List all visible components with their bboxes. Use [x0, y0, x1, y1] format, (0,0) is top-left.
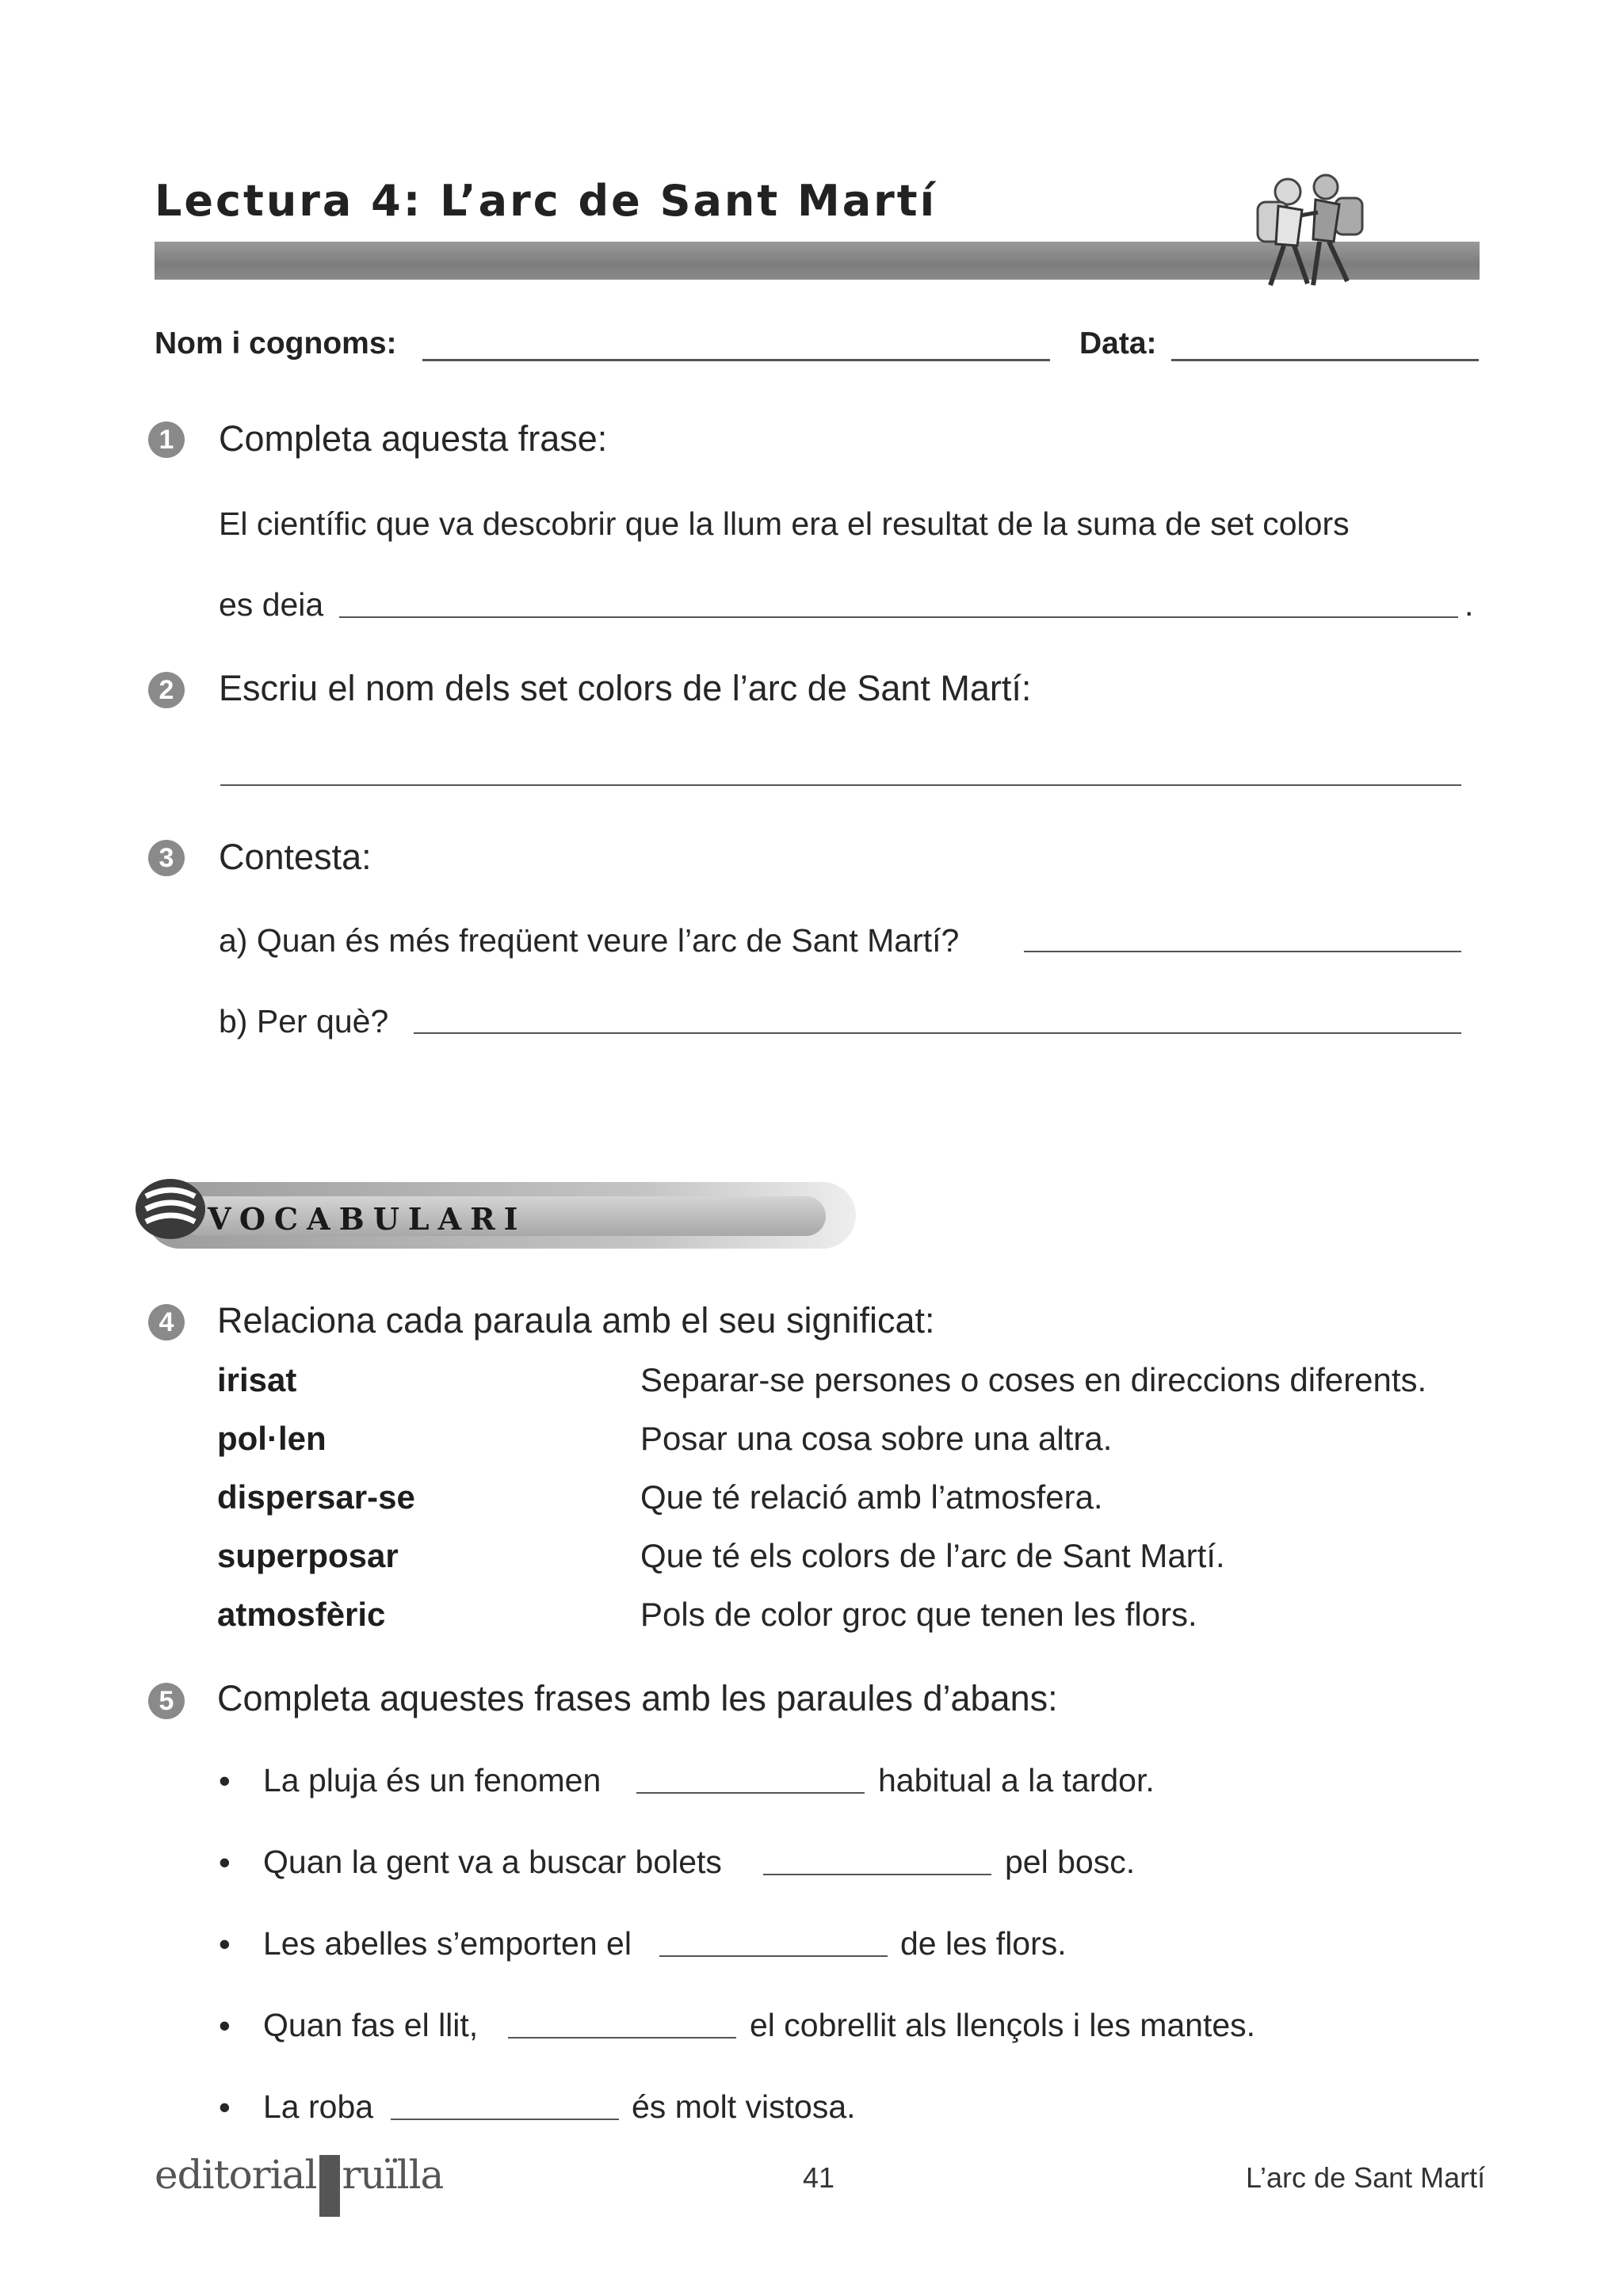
logo-bar	[319, 2155, 340, 2217]
question-3b-answer-line[interactable]	[414, 1032, 1461, 1034]
question-3a: a) Quan és més freqüent veure l’arc de Sant Martí?	[219, 922, 960, 959]
books-icon	[139, 1182, 203, 1238]
vocabulary-heading: VOCABULARI	[208, 1201, 527, 1237]
question-3b: b) Per què?	[219, 1003, 389, 1039]
sentence-blank[interactable]	[636, 1792, 865, 1794]
bullet: •	[219, 2007, 231, 2044]
date-label: Data:	[1079, 326, 1157, 360]
sentence-after: el cobrellit als llençols i les mantes.	[750, 2007, 1256, 2043]
sentence-after: és molt vistosa.	[632, 2088, 856, 2125]
sentence-before: Quan fas el llit,	[263, 2007, 479, 2043]
vocab-word: dispersar-se	[217, 1478, 415, 1516]
page-title: Lectura 4: L’arc de Sant Martí	[155, 176, 938, 226]
bullet: •	[219, 1762, 231, 1799]
vocab-word: atmosfèric	[217, 1596, 386, 1633]
sentence-blank[interactable]	[508, 2037, 736, 2039]
sentence-before: La roba	[263, 2088, 374, 2125]
name-field[interactable]	[422, 359, 1050, 361]
sentence-blank[interactable]	[763, 1874, 991, 1875]
question-2-number: 2	[148, 672, 185, 708]
question-4-number: 4	[148, 1304, 185, 1341]
question-5-prompt: Completa aquestes frases amb les paraules d’abans:	[217, 1678, 1058, 1718]
bullet: •	[219, 1844, 231, 1881]
vocab-definition: Pols de color groc que tenen les flors.	[640, 1596, 1197, 1633]
vocab-word: superposar	[217, 1537, 399, 1574]
sentence-after: pel bosc.	[1005, 1844, 1136, 1880]
question-3-number: 3	[148, 840, 185, 876]
question-2-answer-line[interactable]	[220, 784, 1461, 786]
vocab-word: irisat	[217, 1361, 297, 1398]
logo-text-left: editorial	[155, 2152, 317, 2198]
footer-title: L’arc de Sant Martí	[1246, 2161, 1486, 2194]
sentence-after: de les flors.	[900, 1925, 1067, 1962]
vocab-definition: Separar-se persones o coses en direccions diferents.	[640, 1361, 1427, 1398]
vocab-definition: Que té els colors de l’arc de Sant Martí.	[640, 1537, 1225, 1574]
question-1-answer-line[interactable]	[339, 616, 1458, 618]
question-3-prompt: Contesta:	[219, 837, 372, 877]
question-1-sentence-end: es deia	[219, 586, 324, 623]
question-2-prompt: Escriu el nom dels set colors de l’arc de Sant Martí:	[219, 668, 1032, 708]
question-5-number: 5	[148, 1683, 185, 1719]
date-field[interactable]	[1171, 359, 1479, 361]
sentence-blank[interactable]	[659, 1955, 888, 1957]
logo-text-right: ruïlla	[342, 2152, 444, 2198]
name-label: Nom i cognoms:	[155, 326, 397, 360]
question-1-period: .	[1465, 586, 1474, 623]
vocab-word: pol·len	[217, 1420, 327, 1457]
sentence-before: Quan la gent va a buscar bolets	[263, 1844, 722, 1880]
question-1-number: 1	[148, 421, 185, 458]
question-1-sentence: El científic que va descobrir que la llum era el resultat de la suma de set colors	[219, 505, 1350, 542]
sentence-before: Les abelles s’emporten el	[263, 1925, 632, 1962]
sentence-blank[interactable]	[391, 2119, 619, 2120]
question-1-prompt: Completa aquesta frase:	[219, 418, 608, 459]
sentence-after: habitual a la tardor.	[878, 1762, 1155, 1798]
page-number: 41	[803, 2161, 835, 2194]
question-4-prompt: Relaciona cada paraula amb el seu significat:	[217, 1300, 935, 1341]
vocab-definition: Posar una cosa sobre una altra.	[640, 1420, 1113, 1457]
publisher-logo	[155, 2152, 443, 2214]
vocab-definition: Que té relació amb l’atmosfera.	[640, 1478, 1103, 1516]
bullet: •	[219, 2088, 231, 2126]
bullet: •	[219, 1925, 231, 1962]
sentence-before: La pluja és un fenomen	[263, 1762, 601, 1798]
question-3a-answer-line[interactable]	[1024, 951, 1461, 952]
hikers-illustration	[1240, 166, 1375, 293]
